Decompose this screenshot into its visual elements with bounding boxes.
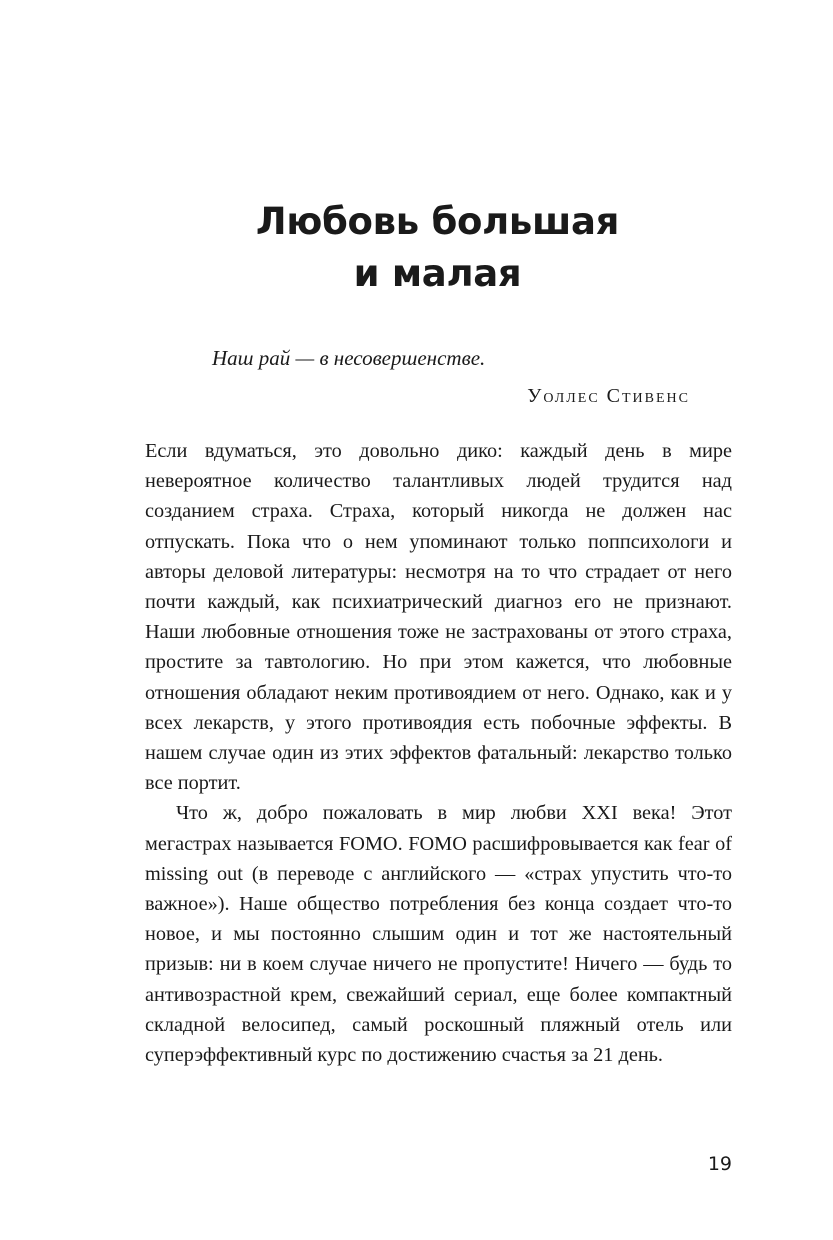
epigraph-author: Уоллес Стивенс <box>527 385 690 407</box>
page-number: 19 <box>707 1153 732 1175</box>
epigraph-quote: Наш рай — в несовершенстве. <box>212 346 486 370</box>
epigraph <box>212 343 692 411</box>
chapter-title <box>0 196 833 300</box>
body-text <box>145 436 732 1070</box>
chapter-title-line-1: Любовь большая <box>255 200 620 243</box>
paragraph-1: Если вдуматься, это довольно дико: каждый день в мире невероятное количество талантливых людей трудится над созданием страха. Страха, который никогда не должен нас отпускать. Пока что о нем упоминают только поппсихологи и авторы деловой литературы: несмотря на то что страдает от него почти каждый, как психиатрический диагноз его не признают. Наши любовные отношения тоже не застрахованы от этого страха, простите за тавтологию. Но при этом кажется, что любовные отношения обладают неким противоядием от него. Однако, как и у всех лекарств, у этого противоядия есть побочные эффекты. В нашем случае один из этих эффектов фатальный: лекарство только все портит. <box>145 440 732 795</box>
chapter-title-line-2: и малая <box>353 252 522 295</box>
paragraph-2: Что ж, добро пожаловать в мир любви XXI века! Этот мегастрах называется FOMO. FOMO расшифровывается как fear of missing out (в переводе с английского — «страх упустить что-то важное»). Наше общество потребления без конца создает что-то новое, и мы постоянно слышим один и тот же настоятельный призыв: ни в коем случае ничего не пропустите! Ничего — будь то антивозрастной крем, свежайший сериал, еще более компактный складной велосипед, самый роскошный пляжный отель или суперэффективный курс по достижению счастья за 21 день. <box>145 802 732 1067</box>
